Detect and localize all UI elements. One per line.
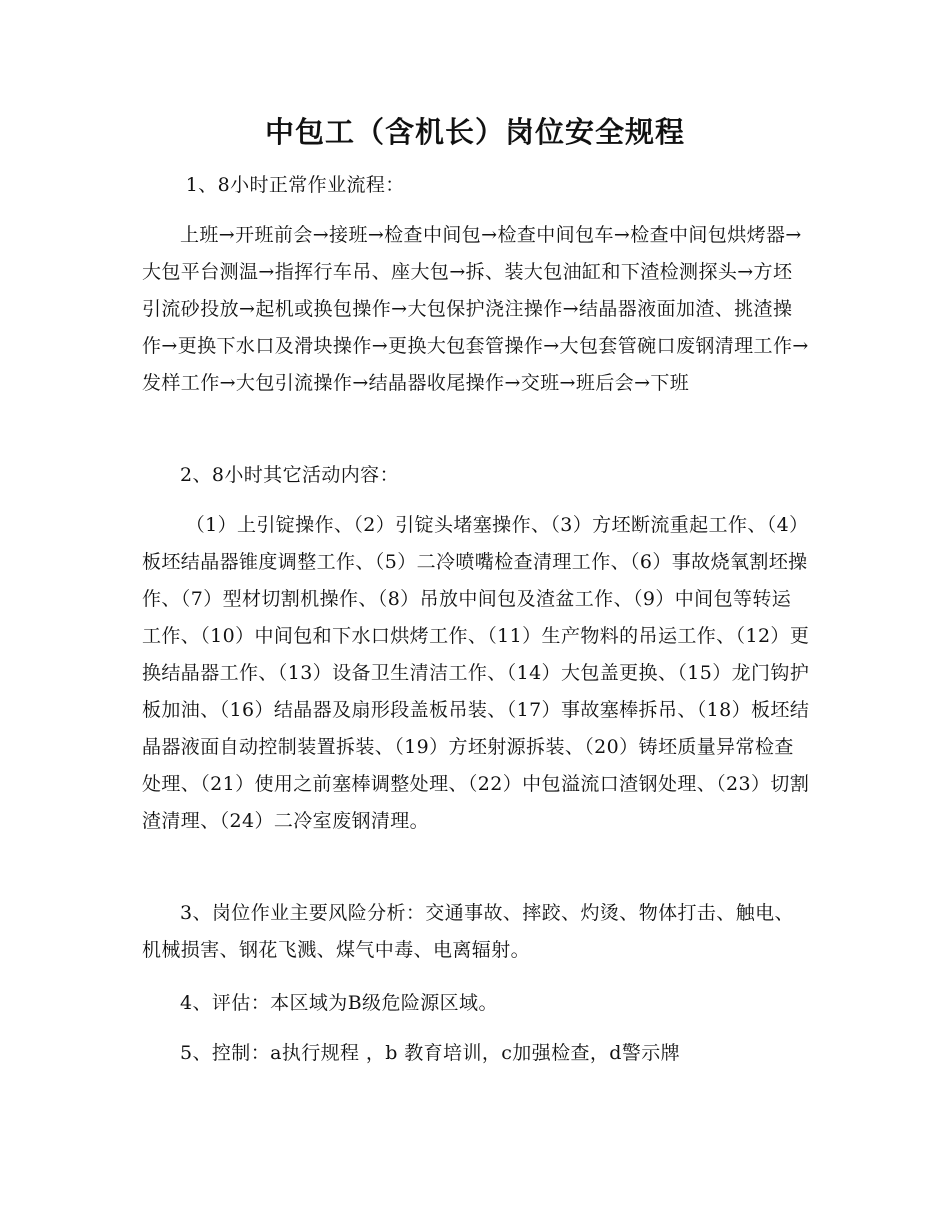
section-1-heading: 1、8小时正常作业流程：	[185, 174, 405, 196]
section-4-assessment: 4、评估：本区域为B级危险源区域。	[180, 992, 498, 1014]
document-title: 中包工（含机长）岗位安全规程	[264, 115, 685, 149]
section-3-risk-analysis: 3、岗位作业主要风险分析：交通事故、摔跤、灼烫、物体打击、触电、机械损害、钢花飞溅、煤气中毒、电离辐射。	[142, 902, 794, 961]
section-2-heading: 2、8小时其它活动内容：	[180, 464, 399, 486]
section-2-activities-text: （1）上引锭操作、（2）引锭头堵塞操作、（3）方坯断流重起工作、（4）板坯结晶器锥度调整工作、（5）二冷喷嘴检查清理工作、（6）事故烧氧割坯操作、（7）型材切割机操作、（8）吊放中间包及渣盆工作、（9）中间包等转运工作、（10）中间包和下水口烘烤工作、（11）生产物料的吊运工作、（12）更换结晶器工作、（13）设备卫生清洁工作、（14）大包盖更换、（15）龙门钩护板加油、（16）结晶器及扇形段盖板吊装、（17）事故塞棒拆吊、（18）板坯结晶器液面自动控制装置拆装、（19）方坯射源拆装、（20）铸坯质量异常检查处理、（21）使用之前塞棒调整处理、（22）中包溢流口渣钢处理、（23）切割渣清理、（24）二冷室废钢清理。	[142, 514, 810, 832]
section-5-control: 5、控制：a执行规程 ，b 教育培训，c加强检查，d警示牌	[180, 1042, 681, 1064]
section-1-workflow-text: 上班→开班前会→接班→检查中间包→检查中间包车→检查中间包烘烤器→大包平台测温→指挥行车吊、座大包→拆、装大包油缸和下渣检测探头→方坯引流砂投放→起机或换包操作→大包保护浇注操作→结晶器液面加渣、挑渣操作→更换下水口及滑块操作→更换大包套管操作→大包套管碗口废钢清理工作→发样工作→大包引流操作→结晶器收尾操作→交班→班后会→下班	[142, 224, 809, 394]
